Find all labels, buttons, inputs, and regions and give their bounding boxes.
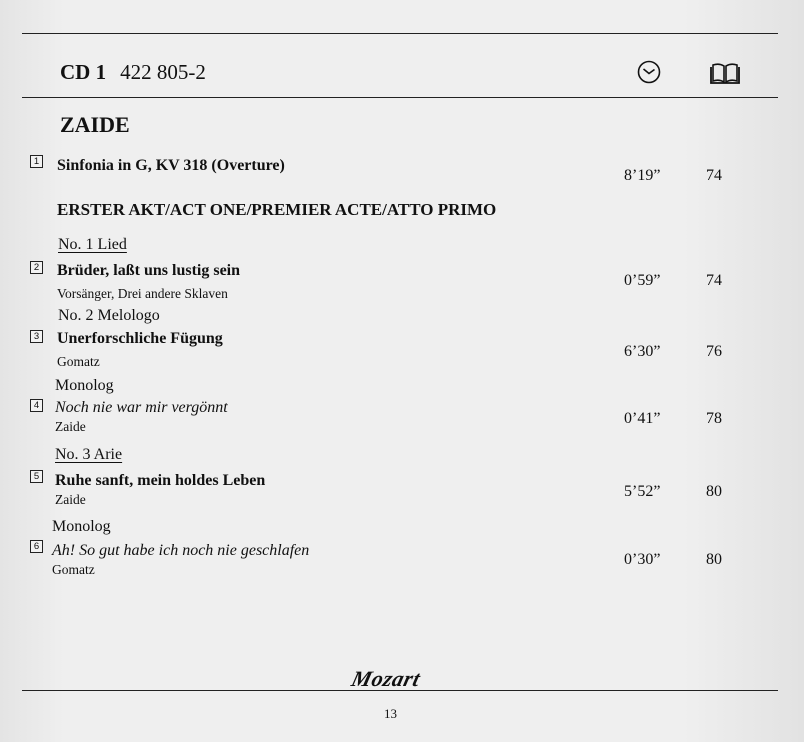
mozart-signature: Mozart [349,666,424,691]
section-label: Monolog [55,377,114,394]
top-rule [22,33,778,34]
track-title: Unerforschliche Fügung [57,330,223,347]
track-performers: Vorsänger, Drei andere Sklaven [57,286,228,301]
book-icon [708,62,742,86]
track-performers: Gomatz [57,354,100,369]
page-number: 13 [384,706,397,721]
section-label: No. 1 Lied [58,236,127,253]
track-title: Noch nie war mir vergönnt [55,399,228,416]
bottom-rule [22,690,778,691]
header-rule [22,97,778,98]
track-performers: Gomatz [52,562,95,577]
track-page: 76 [706,343,722,360]
track-time: 0’41” [624,410,661,427]
track-number: 3 [30,330,43,343]
track-time: 8’19” [624,167,661,184]
track-page: 74 [706,272,722,289]
catalog-number: 422 805-2 [120,60,206,84]
clock-icon [637,60,661,84]
track-number: 6 [30,540,43,553]
track-performers: Zaide [55,419,86,434]
section-label: No. 3 Arie [55,446,123,463]
track-title: Ah! So gut habe ich noch nie geschlafen [52,542,310,559]
track-time: 5’52” [624,483,661,500]
opera-title: ZAIDE [60,112,130,137]
track-title: Brüder, laßt uns lustig sein [57,262,241,279]
track-title: Ruhe sanft, mein holdes Leben [55,472,266,489]
track-number: 5 [30,470,43,483]
track-page: 80 [706,483,722,500]
section-label: Monolog [52,518,111,535]
cd-title [60,60,206,85]
track-number: 1 [30,155,43,168]
section-label: No. 2 Melologo [58,307,160,324]
track-time: 6’30” [624,343,661,360]
track-title: Sinfonia in G, KV 318 (Overture) [57,157,285,174]
track-time: 0’30” [624,551,661,568]
track-page: 78 [706,410,722,427]
track-page: 80 [706,551,722,568]
track-performers: Zaide [55,492,86,507]
act-heading: ERSTER AKT/ACT ONE/PREMIER ACTE/ATTO PRIMO [57,200,497,219]
track-number: 2 [30,261,43,274]
track-number: 4 [30,399,43,412]
track-page: 74 [706,167,722,184]
cd-label: CD 1 [60,60,107,84]
track-time: 0’59” [624,272,661,289]
